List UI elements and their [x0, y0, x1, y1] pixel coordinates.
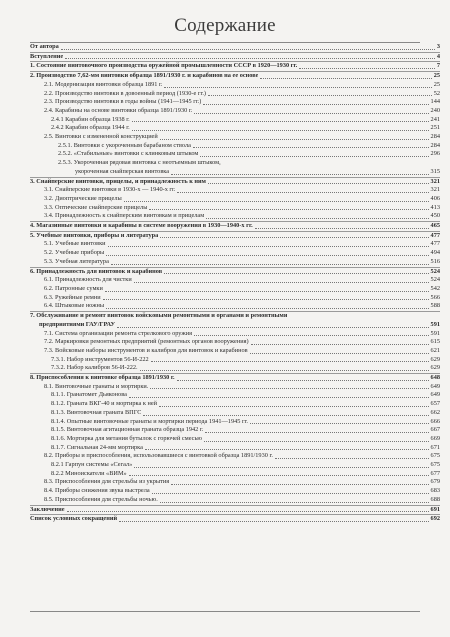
- dot-leader: [143, 415, 428, 416]
- toc-entry-title: 8.5. Приспособления для стрельбы ночью.: [44, 495, 158, 503]
- toc-entry[interactable]: [30, 418, 440, 427]
- dot-leader: [159, 406, 428, 407]
- dot-leader: [106, 308, 428, 309]
- toc-entry[interactable]: [30, 177, 440, 187]
- toc-entry[interactable]: [30, 285, 440, 294]
- toc-entry-page: 4: [436, 52, 440, 60]
- toc-entry[interactable]: [30, 302, 440, 311]
- toc-entry-title: 8.1.4. Опытные винтовочные гранаты и мортирки периода 1941—1945 гг.: [51, 417, 249, 425]
- dot-leader: [149, 209, 428, 210]
- toc-entry-page: 516: [430, 257, 440, 265]
- dot-leader: [251, 344, 429, 345]
- toc-entry-page: 688: [430, 495, 440, 503]
- toc-entry-title: 2.3. Производство винтовки в годы войны (1941—1945 гг.): [44, 98, 202, 106]
- toc-entry[interactable]: [30, 338, 440, 347]
- toc-entry-page: 629: [430, 355, 440, 363]
- toc-entry-title: 2.4.2 Карабин образца 1944 г.: [51, 124, 130, 132]
- toc-entry[interactable]: [30, 330, 440, 339]
- dot-leader: [134, 467, 428, 468]
- toc-entry-title: 8.1.7. Сигнальная 24-мм мортирка: [51, 443, 143, 451]
- toc-entry[interactable]: [30, 240, 440, 249]
- toc-entry-page: 588: [430, 302, 440, 310]
- toc-entry-title: укороченная снайперская винтовка: [75, 167, 170, 175]
- toc-entry-page: 662: [430, 408, 440, 416]
- toc-entry-page: 675: [430, 452, 440, 460]
- toc-entry-title: 2.2. Производство винтовки в довоенный период (1930-е гг.): [44, 89, 207, 97]
- toc-entry-page: 677: [430, 469, 440, 477]
- dot-leader: [67, 511, 429, 512]
- toc-entry-page: 25: [433, 80, 440, 88]
- toc-entry-page: 477: [430, 240, 440, 248]
- dot-leader: [208, 95, 432, 96]
- dot-leader: [177, 380, 429, 381]
- toc-entry-page: 3: [436, 43, 440, 50]
- toc-entry-page: 591: [430, 320, 440, 328]
- dot-leader: [299, 68, 435, 69]
- toc-entry-page: 675: [430, 461, 440, 469]
- toc-entry-title: 7.3.1. Набор инструментов 56-И-222: [51, 355, 149, 363]
- toc-entry[interactable]: [30, 116, 440, 125]
- dot-leader: [160, 502, 429, 503]
- toc-entry-page: 296: [430, 150, 440, 158]
- toc-entry-title: 7.1. Система организации ремонта стрелкового оружия: [44, 329, 192, 337]
- toc-entry[interactable]: [30, 487, 440, 496]
- toc-entry-title: 3.3. Оптические снайперские прицелы: [44, 203, 148, 211]
- toc-entry-title: 8.3. Приспособления для стрельбы из укрытия: [44, 478, 170, 486]
- toc-entry[interactable]: [30, 159, 440, 168]
- toc-entry-page: 321: [430, 177, 440, 185]
- dot-leader: [65, 58, 435, 59]
- toc-entry-title: 6.4. Штыковые ножны: [44, 302, 105, 310]
- page-title: Содержание: [174, 15, 276, 36]
- toc-entry[interactable]: [30, 150, 440, 159]
- dot-leader: [260, 78, 431, 79]
- toc-entry-title: 8.1.5. Винтовочная агитационная граната образца 1942 г.: [51, 426, 204, 434]
- toc-entry-title: 8.1.3. Винтовочная граната ВПГС: [51, 408, 142, 416]
- dot-leader: [205, 432, 428, 433]
- toc-entry-title: 5.2. Учебные приборы: [44, 249, 105, 257]
- toc-entry-title: 2.5.3. Укороченная рядовая винтовка с неотъемным штыком,: [58, 159, 221, 167]
- toc-entry[interactable]: [30, 124, 440, 133]
- toc-entry[interactable]: [30, 496, 440, 505]
- toc-entry-page: 649: [430, 382, 440, 390]
- toc-entry[interactable]: [30, 321, 440, 330]
- toc-entry-title: 7.3.2. Набор калибров 56-И-222.: [51, 364, 138, 372]
- toc-entry-page: 669: [430, 434, 440, 442]
- toc-entry-page: 524: [430, 276, 440, 284]
- dot-leader: [150, 388, 428, 389]
- dot-leader: [117, 327, 428, 328]
- toc-entry[interactable]: [30, 168, 440, 177]
- dot-leader: [111, 264, 429, 265]
- dot-leader: [160, 139, 429, 140]
- toc-entry-page: 7: [436, 62, 440, 70]
- toc-entry-page: 450: [430, 212, 440, 220]
- dot-leader: [108, 246, 429, 247]
- toc-entry[interactable]: [30, 444, 440, 453]
- toc-entry-title: 8.1.1. Гранатомет Дьяконова: [51, 391, 127, 399]
- toc-entry[interactable]: [30, 90, 440, 99]
- dot-leader: [171, 174, 428, 175]
- toc-entry-title: 2.5.1. Винтовки с укороченным барабаном ствола: [58, 141, 191, 149]
- toc-entry-title: 4. Магазинные винтовки и карабины в системе вооружения в 1930—1940-х гг.: [30, 222, 253, 230]
- toc-entry-title: 3.1. Снайперские винтовки в 1930-х — 1940-х гг.: [44, 186, 176, 194]
- dot-leader: [134, 282, 429, 283]
- toc-entry-page: 692: [430, 515, 440, 523]
- toc-entry[interactable]: [30, 426, 440, 435]
- toc-entry[interactable]: [30, 478, 440, 487]
- toc-entry-page: 494: [430, 249, 440, 257]
- toc-entry-page: 629: [430, 364, 440, 372]
- toc-entry-title: 3.2. Диоптрические прицелы: [44, 194, 122, 202]
- toc-entry[interactable]: [30, 276, 440, 285]
- toc-entry-title: Заключение: [30, 505, 65, 513]
- toc-entry-title: 2.5. Винтовки с измененной конструкцией: [44, 133, 158, 141]
- toc-entry[interactable]: [30, 52, 440, 62]
- toc-entry-title: 8.1.6. Мортирка для метания бутылок с горючей смесью: [51, 434, 203, 442]
- dot-leader: [206, 218, 428, 219]
- toc-entry[interactable]: [30, 461, 440, 470]
- dot-leader: [250, 353, 429, 354]
- toc-entry[interactable]: [30, 505, 440, 515]
- dot-leader: [177, 192, 428, 193]
- dot-leader: [194, 113, 428, 114]
- toc-entry[interactable]: [30, 435, 440, 444]
- toc-entry-title: 6.3. Ружейные ремни: [44, 293, 101, 301]
- toc-entry-page: 240: [430, 106, 440, 114]
- dot-leader: [203, 104, 428, 105]
- dot-leader: [160, 237, 428, 238]
- toc-entry-page: 691: [430, 505, 440, 513]
- dot-leader: [151, 361, 429, 362]
- toc-entry[interactable]: [30, 71, 440, 81]
- toc-entry[interactable]: [30, 195, 440, 204]
- toc-entry-title: 7.2. Маркировки ремонтных предприятий (ремонтных органов вооружения): [44, 338, 249, 346]
- toc-entry[interactable]: [30, 98, 440, 107]
- toc-list: [30, 43, 440, 524]
- toc-entry[interactable]: [30, 373, 440, 383]
- dot-leader: [132, 121, 429, 122]
- toc-entry-page: 284: [430, 141, 440, 149]
- toc-entry-title: 5. Учебные винтовки, приборы и литература: [30, 231, 159, 239]
- toc-entry-title: 2.4.1 Карабин образца 1938 г.: [51, 115, 130, 123]
- toc-entry-title: 8.2.2 Миноискатели «ВИМ»: [51, 469, 127, 477]
- dot-leader: [119, 521, 428, 522]
- toc-entry-title: Вступление: [30, 52, 64, 60]
- dot-leader: [132, 130, 429, 131]
- toc-entry-page: 657: [430, 400, 440, 408]
- toc-entry-page: 615: [430, 338, 440, 346]
- toc-entry-title: 8. Приспособления к винтовке образца 1891/1930 г.: [30, 374, 175, 382]
- dot-leader: [250, 423, 429, 424]
- toc-entry-page: 591: [430, 329, 440, 337]
- toc-entry[interactable]: [30, 347, 440, 356]
- toc-entry-page: 52: [433, 89, 440, 97]
- dot-leader: [129, 397, 429, 398]
- toc-entry-title: 6. Принадлежность для винтовок и карабинов: [30, 267, 163, 275]
- toc-entry-title: 7. Обслуживание и ремонт винтовок войсковыми ремонтными и органами и ремонтными: [30, 312, 288, 320]
- toc-entry[interactable]: [30, 204, 440, 213]
- dot-leader: [145, 449, 429, 450]
- bottom-rule: [30, 611, 420, 612]
- toc-entry-title: 2.5.2. «Стабильные» винтовки с клинковым штыком: [58, 150, 199, 158]
- dot-leader: [255, 228, 429, 229]
- toc-entry-page: 25: [433, 72, 440, 80]
- toc-entry-title: 6.1. Принадлежность для чистки: [44, 276, 132, 284]
- dot-leader: [103, 299, 429, 300]
- toc-entry[interactable]: [30, 61, 440, 71]
- toc-entry-page: 667: [430, 426, 440, 434]
- toc-entry[interactable]: [30, 470, 440, 479]
- toc-entry[interactable]: [30, 249, 440, 258]
- toc-entry-page: 241: [430, 115, 440, 123]
- toc-entry-title: 8.4. Приборы снижения звука выстрела: [44, 487, 150, 495]
- toc-entry-page: 251: [430, 124, 440, 132]
- toc-entry-title: 7.3. Войсковые наборы инструментов и калибров для винтовок и карабинов: [44, 346, 248, 354]
- toc-entry-title: 3. Снайперские винтовки, прицелы, и принадлежность к ним: [30, 177, 206, 185]
- toc-entry-title: 8.2.1 Гарпун системы «Сегал»: [51, 461, 133, 469]
- toc-entry-title: 5.1. Учебные винтовки: [44, 240, 106, 248]
- toc-entry[interactable]: [30, 356, 440, 365]
- toc-entry-page: 621: [430, 346, 440, 354]
- dot-leader: [61, 49, 435, 50]
- toc-entry-page: 284: [430, 133, 440, 141]
- toc-entry-title: 2.1. Модернизация винтовки образца 1891 г.: [44, 80, 163, 88]
- toc-entry-page: 649: [430, 391, 440, 399]
- toc-entry-page: 465: [430, 222, 440, 230]
- dot-leader: [124, 201, 429, 202]
- dot-leader: [275, 458, 429, 459]
- dot-leader: [193, 147, 429, 148]
- toc-entry-page: 524: [430, 267, 440, 275]
- toc-entry-page: 542: [430, 284, 440, 292]
- toc-entry[interactable]: [30, 231, 440, 241]
- toc-entry[interactable]: [30, 186, 440, 195]
- toc-entry[interactable]: [30, 267, 440, 277]
- toc-entry[interactable]: [30, 364, 440, 373]
- toc-entry[interactable]: [30, 409, 440, 418]
- toc-entry-title: 6.2. Патронные сумки: [44, 284, 103, 292]
- toc-entry-title: 5.3. Учебная литература: [44, 257, 109, 265]
- toc-entry-title: 2.4. Карабины на основе винтовки образца 1891/1930 г.: [44, 106, 193, 114]
- toc-entry[interactable]: [30, 221, 440, 231]
- dot-leader: [164, 87, 431, 88]
- toc-entry-page: 679: [430, 478, 440, 486]
- toc-entry[interactable]: [30, 81, 440, 90]
- toc-entry-page: 683: [430, 487, 440, 495]
- toc-entry[interactable]: [30, 452, 440, 461]
- dot-leader: [106, 255, 428, 256]
- toc-entry-title: От автора: [30, 43, 59, 50]
- toc-entry[interactable]: [30, 43, 440, 52]
- dot-leader: [129, 475, 429, 476]
- toc-entry-page: 477: [430, 231, 440, 239]
- toc-entry-title: предприятиями ГАУ/ГРАУ: [39, 320, 116, 328]
- dot-leader: [152, 493, 429, 494]
- dot-leader: [200, 156, 428, 157]
- dot-leader: [204, 441, 429, 442]
- toc-entry-page: 666: [430, 417, 440, 425]
- toc-entry-title: Список условных сокращений: [30, 515, 118, 523]
- toc-entry-page: 671: [430, 443, 440, 451]
- dot-leader: [208, 183, 429, 184]
- toc-entry-title: 3.4. Принадлежность к снайперским винтовкам и прицелам: [44, 212, 205, 220]
- toc-entry[interactable]: [30, 142, 440, 151]
- toc-entry[interactable]: [30, 383, 440, 392]
- toc-entry[interactable]: [30, 107, 440, 116]
- toc-entry-page: 321: [430, 186, 440, 194]
- dot-leader: [194, 335, 429, 336]
- toc-entry[interactable]: [30, 514, 440, 524]
- toc-entry-page: 566: [430, 293, 440, 301]
- toc-entry-title: 8.1.2. Граната ВКГ-40 и мортирка к ней: [51, 400, 158, 408]
- toc-entry-page: 144: [430, 98, 440, 106]
- toc-entry[interactable]: [30, 294, 440, 303]
- toc-entry[interactable]: [30, 400, 440, 409]
- dot-leader: [164, 273, 428, 274]
- dot-leader: [171, 484, 428, 485]
- toc-entry[interactable]: [30, 311, 440, 321]
- toc-entry-page: 413: [430, 203, 440, 211]
- dot-leader: [140, 370, 429, 371]
- toc-entry-title: 2. Производство 7,62-мм винтовки образца 1891/1930 г. и карабинов на ее основе: [30, 72, 259, 80]
- dot-leader: [105, 291, 429, 292]
- toc-entry-page: 315: [430, 167, 440, 175]
- toc-entry-title: 8.1. Винтовочные гранаты и мортирки.: [44, 382, 149, 390]
- toc-entry-title: 8.2. Приборы и приспособления, использовавшиеся с винтовкой образца 1891/1930 г.: [44, 452, 273, 460]
- toc-entry[interactable]: [30, 391, 440, 400]
- toc-entry-page: 406: [430, 194, 440, 202]
- toc-entry[interactable]: [30, 258, 440, 267]
- toc-entry[interactable]: [30, 133, 440, 142]
- toc-entry[interactable]: [30, 212, 440, 221]
- toc-entry-page: 648: [430, 374, 440, 382]
- toc-entry-title: 1. Состояние винтовочного производства оружейной промышленности СССР в 1920—1930 гг.: [30, 62, 298, 70]
